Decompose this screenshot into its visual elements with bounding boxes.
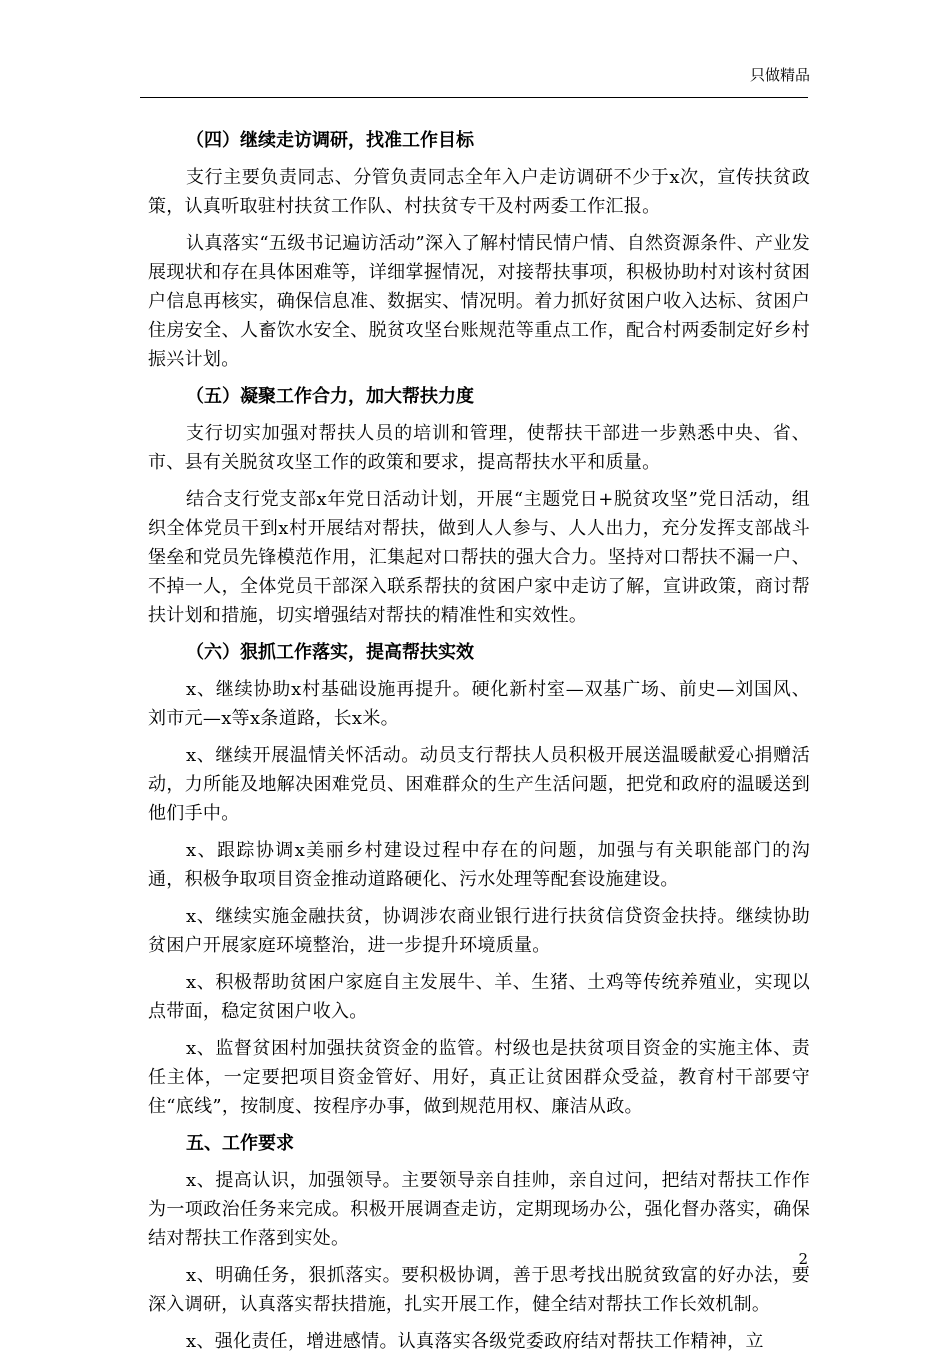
paragraph: 认真落实“五级书记遍访活动”深入了解村情民情户情、自然资源条件、产业发展现状和存在具体困难等，详细掌握情况，对接帮扶事项，积极协助村对该村贫困户信息再核实，确保信息准、数据实、情况明。着力抓好贫困户收入达标、贫困户住房安全、人畜饮水安全、脱贫攻坚台账规范等重点工作，配合村两委制定好乡村振兴计划。	[148, 233, 810, 370]
paragraph: 结合支行党支部x年党日活动计划，开展“主题党日+脱贫攻坚”党日活动，组织全体党员干到x村开展结对帮扶，做到人人参与、人人出力，充分发挥支部战斗堡垒和党员先锋模范作用，汇集起对口帮扶的强大合力。坚持对口帮扶不漏一户、不掉一人，全体党员干部深入联系帮扶的贫困户家中走访了解，宣讲政策，商讨帮扶计划和措施，切实增强结对帮扶的精准性和实效性。	[148, 489, 810, 626]
section-heading-4: （四）继续走访调研，找准工作目标	[186, 130, 474, 151]
list-item: x、提高认识，加强领导。主要领导亲自挂帅，亲自过问，把结对帮扶工作作为一项政治任务来完成。积极开展调查走访，定期现场办公，强化督办落实，确保结对帮扶工作落到实处。	[148, 1170, 810, 1249]
section-heading-6: （六）狠抓工作落实，提高帮扶实效	[186, 642, 474, 663]
list-item: x、监督贫困村加强扶贫资金的监管。村级也是扶贫项目资金的实施主体、责任主体，一定要把项目资金管好、用好，真正让贫困群众受益，教育村干部要守住“底线”，按制度、按程序办事，做到规范用权、廉洁从政。	[148, 1038, 810, 1117]
list-item: x、继续协助x村基础设施再提升。硬化新村室—双基广场、前史—刘国风、刘市元—x等x条道路，长x米。	[148, 679, 810, 729]
list-item: x、明确任务，狠抓落实。要积极协调，善于思考找出脱贫致富的好办法，要深入调研，认真落实帮扶措施，扎实开展工作，健全结对帮扶工作长效机制。	[148, 1265, 810, 1315]
list-item: x、强化责任，增进感情。认真落实各级党委政府结对帮扶工作精神，立	[186, 1331, 764, 1352]
list-item: x、跟踪协调x美丽乡村建设过程中存在的问题，加强与有关职能部门的沟通，积极争取项目资金推动道路硬化、污水处理等配套设施建设。	[148, 840, 810, 890]
section-heading-5: （五）凝聚工作合力，加大帮扶力度	[186, 386, 474, 407]
section-heading-requirements: 五、工作要求	[186, 1133, 294, 1154]
list-item: x、继续开展温情关怀活动。动员支行帮扶人员积极开展送温暖献爱心捐赠活动，力所能及地解决困难党员、困难群众的生产生活问题，把党和政府的温暖送到他们手中。	[148, 745, 810, 824]
list-item: x、继续实施金融扶贫，协调涉农商业银行进行扶贫信贷资金扶持。继续协助贫困户开展家庭环境整治，进一步提升环境质量。	[148, 906, 810, 956]
paragraph: 支行主要负责同志、分管负责同志全年入户走访调研不少于x次，宣传扶贫政策，认真听取驻村扶贫工作队、村扶贫专干及村两委工作汇报。	[148, 167, 810, 217]
document-body	[148, 126, 810, 1364]
header-divider	[140, 97, 808, 98]
paragraph: 支行切实加强对帮扶人员的培训和管理，使帮扶干部进一步熟悉中央、省、市、县有关脱贫攻坚工作的政策和要求，提高帮扶水平和质量。	[148, 423, 810, 473]
page-number: 2	[798, 1250, 808, 1268]
page-header: 只做精品	[749, 66, 810, 84]
list-item: x、积极帮助贫困户家庭自主发展牛、羊、生猪、土鸡等传统养殖业，实现以点带面，稳定贫困户收入。	[148, 972, 810, 1022]
